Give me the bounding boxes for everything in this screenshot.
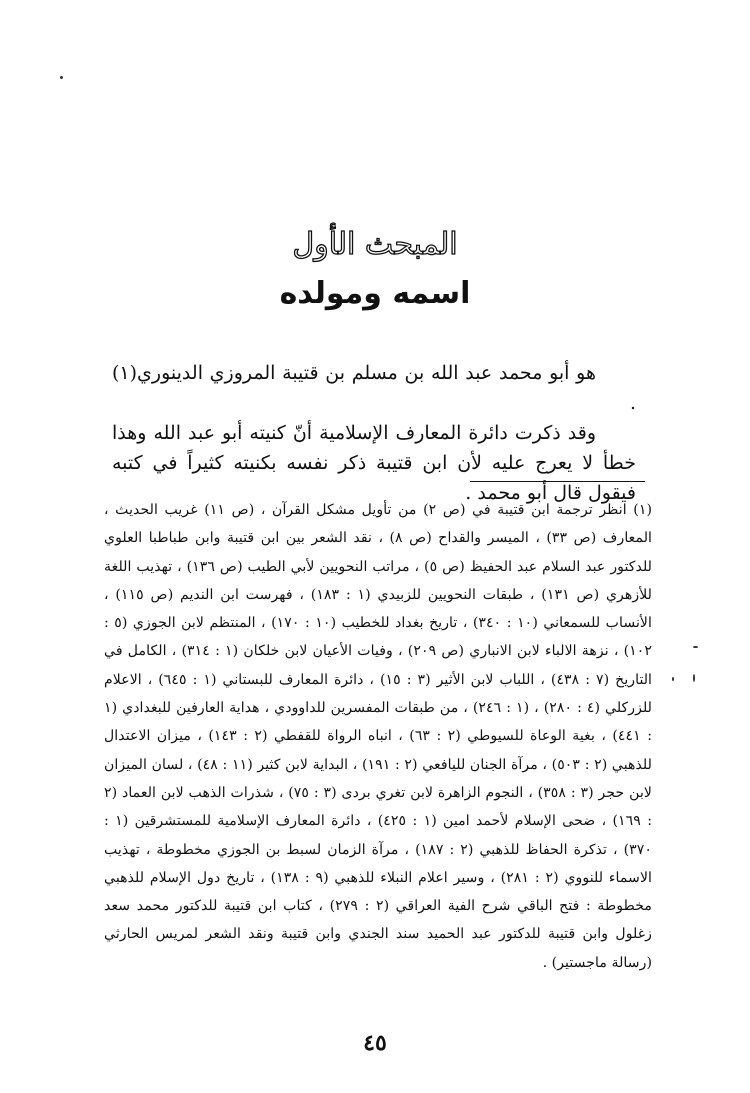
body-text bbox=[112, 358, 636, 508]
section-title: اسمه ومولده bbox=[279, 276, 471, 311]
footnote-1: (١) انظر ترجمة ابن قتيبة في (ص ٢) من تأويل مشكل القرآن ، (ص ١١) غريب الحديث ، المعارف (ص ٣٣) ، الميسر والقداح (ص ٨) ، نقد الشعر بين ابن قتيبة وابن طباطبا العلوي للدكتور عبد السلام عبد الحفيظ (ص ٥) ، مراتب النحويين لأبي الطيب (ص ١٣٦) ، تهذيب اللغة للأزهري (ص ١٣١) ، طبقات النحويين للزبيدي (١ : ١٨٣) ، فهرست ابن النديم (ص ١١٥) ، الأنساب للسمعاني (١٠ : ٣٤٠) ، تاريخ بغداد للخطيب (١٠ : ١٧٠) ، المنتظم لابن الجوزي (٥ : ١٠٢) ، نزهة الالباء لابن الانباري (ص ٢٠٩) ، وفيات الأعيان لابن خلكان (١ : ٣١٤) ، الكامل في التاريخ (٧ : ٤٣٨) ، اللباب لابن الأثير (٣ : ١٥) ، دائرة المعارف للبستاني (١ : ٦٤٥) ، الاعلام للزركلي (٤ : ٢٨٠) ، (١ : ٢٤٦) ، من طبقات المفسرين للداوودي ، هداية العارفين للبغدادي (١ : ٤٤١) ، بغية الوعاة للسيوطي (٢ : ٦٣) ، انباه الرواة للقفطي (٢ : ١٤٣) ، ميزان الاعتدال للذهبي (٢ : ٥٠٣) ، مرآة الجنان لليافعي (٢ : ١٩١) ، البداية لابن كثير (١١ : ٤٨) ، لسان الميزان لابن حجر (٣ : ٣٥٨) ، النجوم الزاهرة لابن تغري بردى (٣ : ٧٥) ، شذرات الذهب لابن العماد (٢ : ١٦٩) ، ضحى الإسلام لأحمد امين (١ : ٤٢٥) ، دائرة المعارف الإسلامية للمستشرقين (١ : ٣٧٠) ، تذكرة الحفاظ للذهبي (٢ : ١٨٧) ، مرآة الزمان لسبط بن الجوزي مخطوطة ، تهذيب الاسماء للنووي (٢ : ٢٨١) ، وسير اعلام النبلاء للذهبي (٩ : ١٣٨) ، تاريخ دول الإسلام للذهبي مخطوطة : فتح الباقي شرح الفية العراقي (٢ : ٢٧٩) ، كتاب ابن قتيبة للدكتور محمد سعد زغلول وابن قتيبة للدكتور عبد الحميد سند الجندي وابن قتيبة ونقد الشعر لمريس الحارثي (رسالة ماجستير) . bbox=[104, 502, 653, 971]
scan-speck bbox=[693, 674, 695, 682]
page-number: ٤٥ bbox=[363, 1030, 387, 1056]
scan-speck bbox=[60, 76, 63, 79]
heading-block bbox=[0, 222, 750, 318]
scan-speck bbox=[693, 646, 698, 648]
footnote-separator bbox=[470, 481, 645, 482]
footnotes bbox=[104, 496, 652, 977]
paragraph-kunya: وقد ذكرت دائرة المعارف الإسلامية أنّ كنيته أبو عبد الله وهذا خطأ لا يعرج عليه لأن ابن قتيبة ذكر نفسه بكنيته كثيراً في كتبه فيقول قال أبو محمد . bbox=[112, 422, 636, 504]
scan-speck bbox=[672, 677, 674, 681]
chapter-title: المبحث الأول bbox=[292, 227, 458, 262]
paragraph-name: هو أبو محمد عبد الله بن مسلم بن قتيبة المروزي الدينوري(١) . bbox=[112, 362, 636, 414]
